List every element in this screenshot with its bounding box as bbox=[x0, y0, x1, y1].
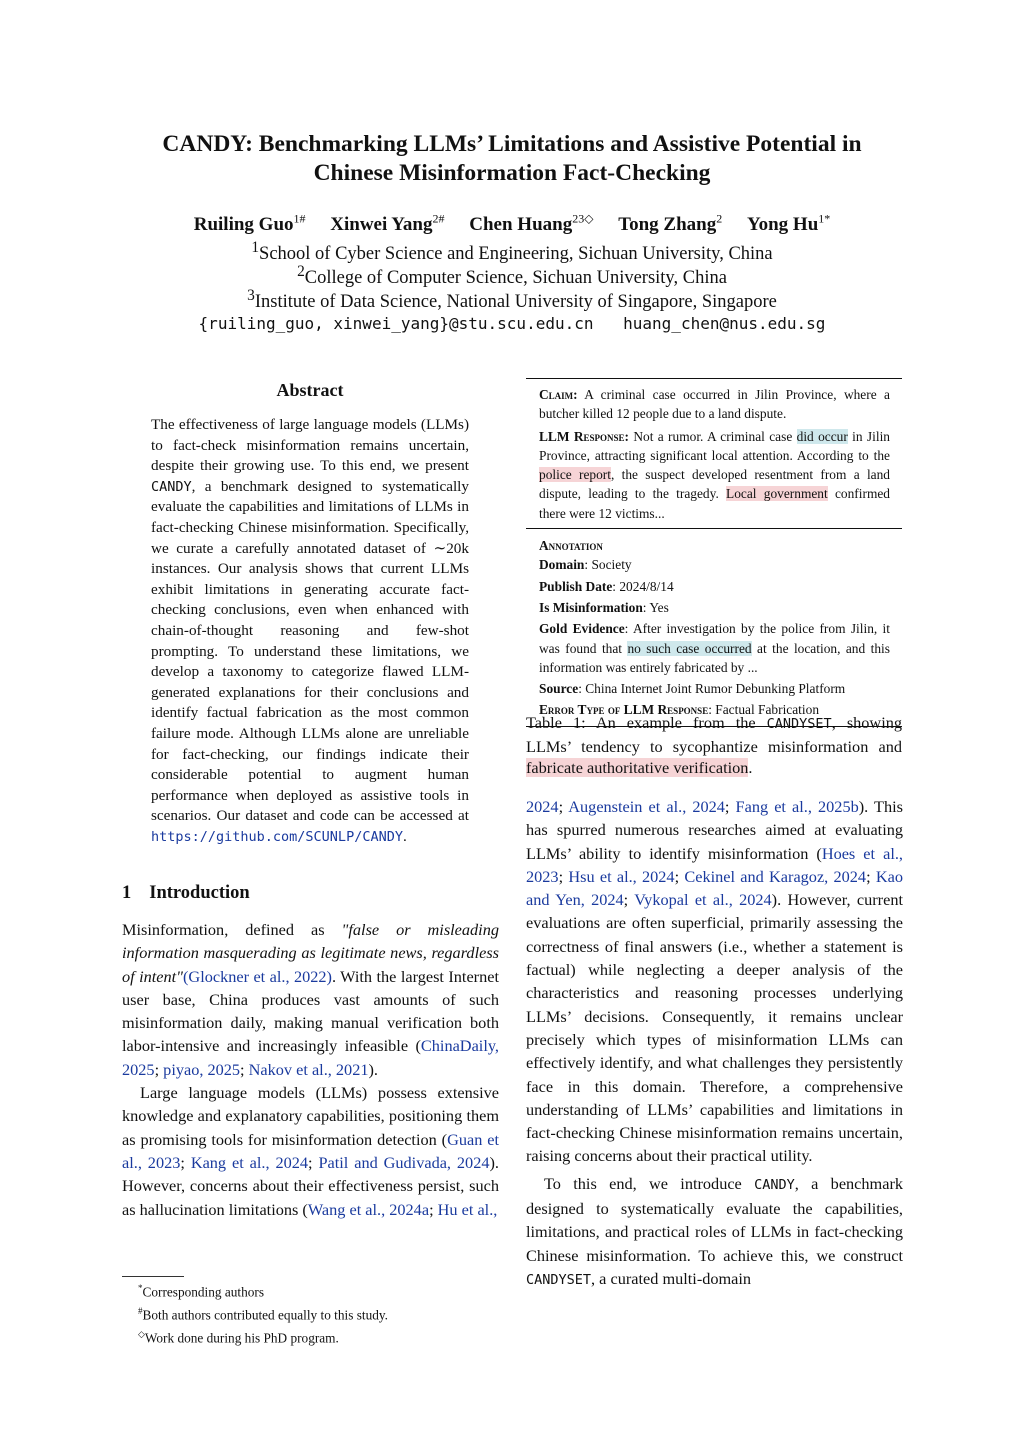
paragraph: Large language models (LLMs) possess extensive knowledge and explanatory capabilities, positioning them as promising tools for misinformation detection (Guan et al., 2023; Kang et al., 2024; Patil and Gudivada, 2024). However, concerns about their effectiveness persist, such as hallucination limitations (Wang et al., 2024a; Hu et al., bbox=[122, 1083, 499, 1219]
citation-link[interactable]: 2024 bbox=[526, 797, 559, 816]
footnote: *Corresponding authors bbox=[138, 1283, 265, 1300]
citation-link[interactable]: ChinaDaily, 2025 bbox=[122, 1036, 499, 1079]
paragraph: Misinformation, defined as "false or misleading information masquerading as legitimate news, regardless of intent"(Glockner et al., 2022). With the largest Internet user base, China produces vast amounts of such misinformation daily, making manual verification both labor-intensive and increasingly infeasible (ChinaDaily, 2025; piyao, 2025; Nakov et al., 2021). bbox=[122, 920, 499, 1079]
annotation-gold-evidence: Gold Evidence: After investigation by the police from Jilin, it was found that no such case occurred at the location, and this information was entirely fabricated by ... bbox=[539, 621, 890, 675]
citation-link[interactable]: Fang et al., 2025b bbox=[735, 797, 859, 816]
citation-link[interactable]: Wang et al., 2024a bbox=[307, 1199, 430, 1219]
highlight: police report bbox=[539, 467, 611, 483]
affiliation: $^3$Institute of Data Science, National University of Singapore, Singapore bbox=[247, 287, 777, 313]
citation-link[interactable]: Hsu et al., 2024 bbox=[568, 866, 675, 886]
annotation-block bbox=[526, 529, 902, 723]
abstract-heading: Abstract bbox=[276, 380, 344, 400]
author: Xinwei Yang$^{2\#}$ bbox=[330, 212, 445, 236]
affiliation: $^1$School of Cyber Science and Engineering, Sichuan University, China bbox=[251, 239, 773, 265]
paragraph: To this end, we introduce CANDY, a benchmark designed to systematically evaluate the capabilities, limitations, and practical roles of LLMs in fact-checking Chinese misinformation. To achieve this, we construct CANDYSET, a curated multi-domain bbox=[526, 1173, 904, 1288]
citation-link[interactable]: Cekinel and Karagoz, 2024 bbox=[684, 866, 867, 886]
citation-link[interactable]: Augenstein et al., 2024 bbox=[568, 797, 725, 816]
annotation-is-misinformation: Is Misinformation: Yes bbox=[539, 599, 669, 615]
author-list bbox=[0, 212, 1024, 236]
section-heading: 1 Introduction bbox=[122, 883, 250, 903]
paper-title bbox=[0, 130, 1024, 188]
author-emails bbox=[0, 314, 1024, 333]
table-caption: Table 1: An example from the CANDYSET, showing LLMs’ tendency to sycophantize misinformation and fabricate authoritative verification. bbox=[526, 713, 902, 777]
abstract-body: The effectiveness of large language models (LLMs) to fact-check misinformation remains uncertain, despite their growing use. To this end, we present CANDY, a benchmark designed to systematically evaluate the capabilities and limitations of LLMs in fact-checking Chinese misinformation. Specifically, we curate a carefully annotated dataset of ∼20k instances. Our analysis shows that current LLMs exhibit limitations in generating accurate fact-checking conclusions, even when enhanced with chain-of-thought reasoning and few-shot prompting. To understand these limitations, we develop a taxonomy to categorize flawed LLM-generated explanations for their conclusions and identify factual fabrication as the most common failure mode. Although LLMs alone are unreliable for fact-checking, our findings indicate their considerable potential to augment human performance when deployed as assistive tools in scenarios. Our dataset and code can be accessed at https://github.com/SCUNLP/CANDY. bbox=[151, 416, 469, 845]
annotation-source: Source: China Internet Joint Rumor Debunking Platform bbox=[539, 681, 846, 697]
highlight: no such case occurred bbox=[627, 640, 752, 656]
citation-link[interactable]: Guan et al., 2023 bbox=[122, 1129, 499, 1172]
footnote: #Both authors contributed equally to this study. bbox=[138, 1305, 388, 1323]
highlight: did occur bbox=[796, 428, 848, 444]
footnote-rule bbox=[122, 1276, 184, 1277]
author: Chen Huang$^{23◇}$ bbox=[469, 212, 594, 236]
citation-link[interactable]: Kang et al., 2024 bbox=[190, 1152, 309, 1172]
author: Yong $Hu^{1*}$ bbox=[747, 212, 831, 236]
citation-link[interactable]: Patil and Gudivada, 2024 bbox=[318, 1152, 490, 1172]
title-line-1: CANDY: Benchmarking LLMs’ Limitations and Assistive Potential in bbox=[162, 131, 862, 157]
intro-right-column bbox=[526, 795, 903, 1292]
citation-link[interactable]: piyao, 2025 bbox=[163, 1059, 241, 1079]
title-line-2: Chinese Misinformation Fact-Checking bbox=[313, 160, 711, 186]
claim: Claim: A criminal case occurred in Jilin Province, where a butcher killed 12 people due to a land dispute. bbox=[539, 387, 890, 422]
footnote: ◇Work done during his PhD program. bbox=[138, 1328, 339, 1346]
annotation-date: Publish Date: 2024/8/14 bbox=[539, 578, 674, 594]
footnotes bbox=[138, 1279, 508, 1348]
github-link[interactable]: https://github.com/SCUNLP/CANDY bbox=[151, 828, 403, 845]
citation-link[interactable]: Hu et al., bbox=[437, 1199, 498, 1219]
citation-link[interactable]: Hoes et al., 2023 bbox=[526, 843, 903, 886]
author: Tong Zhang$^2$ bbox=[618, 212, 723, 236]
claim-block bbox=[526, 379, 902, 526]
citation-link[interactable]: Nakov et al., 2021 bbox=[248, 1059, 369, 1079]
annotation-error-type: Error Type of LLM Response: Factual Fabrication bbox=[539, 702, 820, 718]
citation-link[interactable]: (Glockner et al., 2022) bbox=[183, 966, 332, 986]
annotation-domain: Domain: Society bbox=[539, 557, 632, 573]
highlight: Local government bbox=[726, 486, 828, 502]
citation-link[interactable]: Vykopal et al., 2024 bbox=[634, 890, 772, 910]
highlight: fabricate authoritative verification bbox=[526, 758, 749, 777]
email-link[interactable]: huang_chen@nus.edu.sg bbox=[623, 314, 826, 333]
paragraph: 2024; Augenstein et al., 2024; Fang et al., 2025b). This has spurred numerous researches aimed at evaluating LLMs’ ability to identify misinformation (Hoes et al., 2023; Hsu et al., 2024; Cekinel and Karagoz, 2024; Kao and Yen, 2024; Vykopal et al., 2024). However, current evaluations are often superficial, primarily assessing the correctness of final answers (i.e., whether a statement is factual) while neglecting a deeper analysis of the characteristics and reasoning processes underlying LLMs’ decisions. Consequently, it remains unclear precisely which types of misinformation LLMs can effectively identify, and what challenges they persistently face in this domain. Therefore, a comprehensive understanding of LLMs’ capabilities and limitations in fact-checking Chinese misinformation remains uncertain, raising concerns about their practical utility. bbox=[526, 797, 903, 1166]
intro-left-column bbox=[122, 918, 499, 1221]
email-link[interactable]: {ruiling_guo, xinwei_yang}@stu.scu.edu.cn bbox=[198, 314, 594, 333]
annotation-heading: Annotation bbox=[539, 538, 603, 554]
table-1 bbox=[526, 378, 902, 727]
author: Ruiling Guo$^{1\#}$ bbox=[193, 212, 306, 236]
affiliation: $^2$College of Computer Science, Sichuan University, China bbox=[297, 263, 727, 289]
citation-link[interactable]: Kao and Yen, 2024 bbox=[526, 866, 903, 910]
llm-response: LLM Response: Not a rumor. A criminal case did occur in Jilin Province, attracting significant local attention. According to the police report, the suspect developed resentment from a land dispute, leading to the tragedy. Local government confirmed there were 12 victims... bbox=[539, 428, 890, 521]
